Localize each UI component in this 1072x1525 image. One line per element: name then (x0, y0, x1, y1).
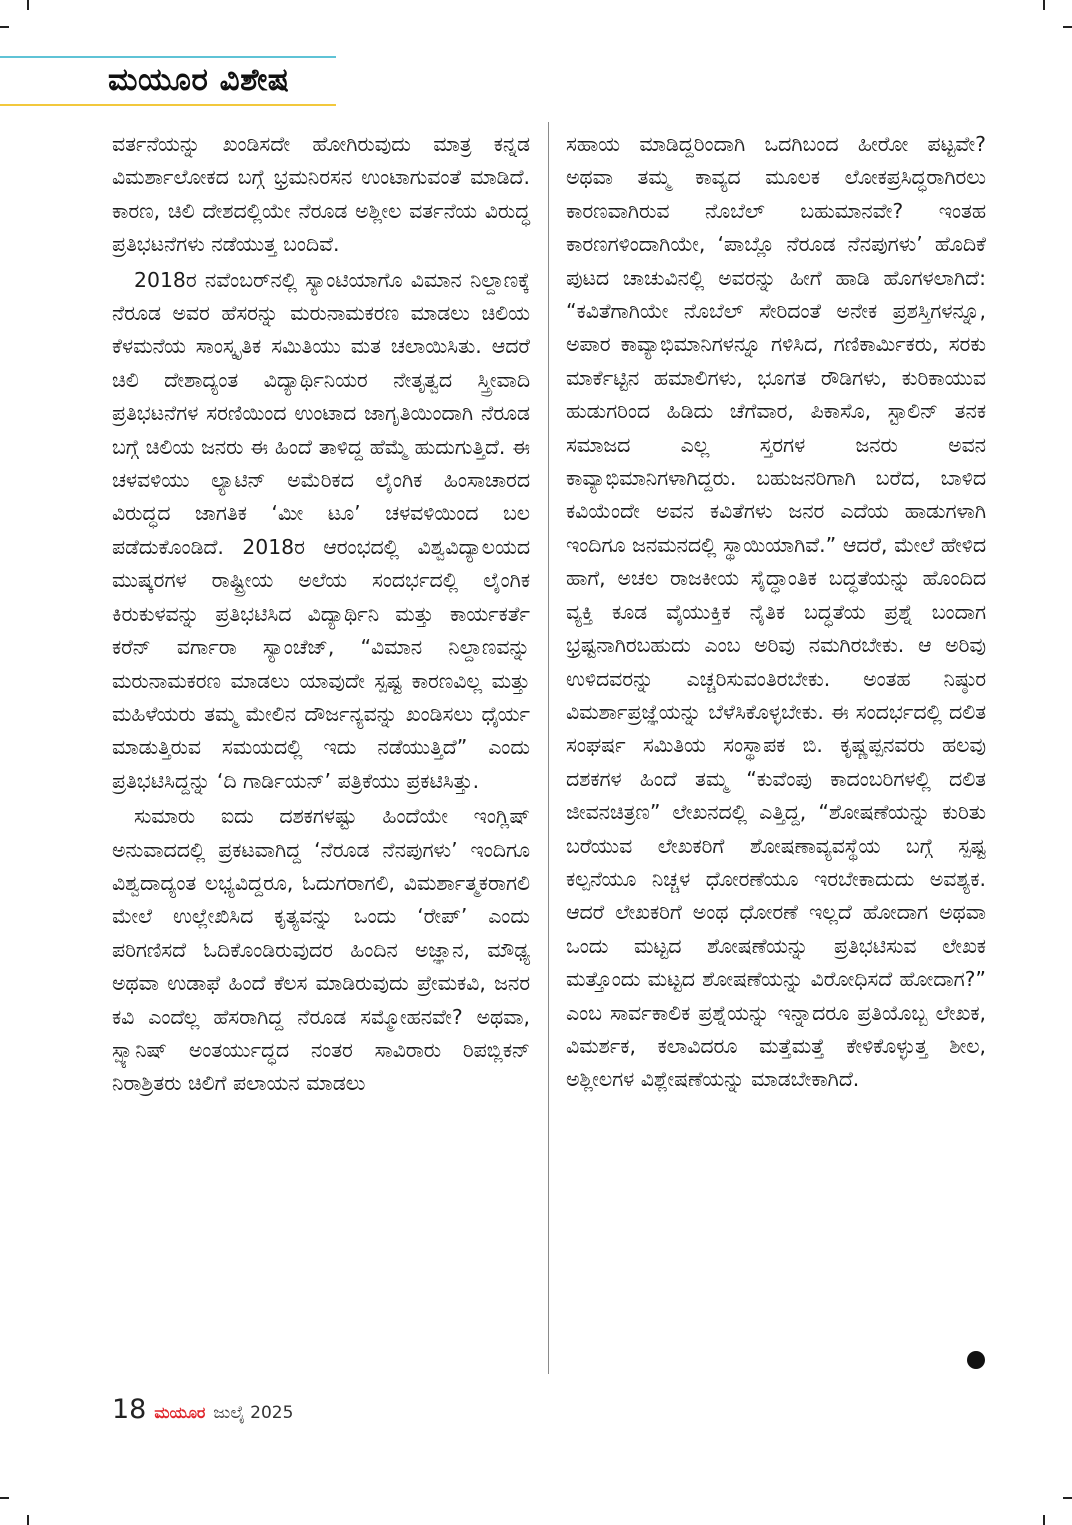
crop-mark (1063, 26, 1072, 28)
paragraph: 2018ರ ನವೆಂಬರ್‌ನಲ್ಲಿ ಸ್ಯಾಂಟಿಯಾಗೊ ವಿಮಾನ ನಿಲ್ದಾಣಕ್ಕೆ ನೆರೂಡ ಅವರ ಹೆಸರನ್ನು ಮರುನಾಮಕರಣ ಮಾಡಲು ಚಿಲಿಯ ಕೆಳಮನೆಯ ಸಾಂಸ್ಕೃತಿಕ ಸಮಿತಿಯು ಮತ ಚಲಾಯಿಸಿತು. ಆದರೆ ಚಿಲಿ ದೇಶಾದ್ಯಂತ ವಿದ್ಯಾರ್ಥಿನಿಯರ ನೇತೃತ್ವದ ಸ್ತ್ರೀವಾದಿ ಪ್ರತಿಭಟನೆಗಳ ಸರಣಿಯಿಂದ ಉಂಟಾದ ಜಾಗೃತಿಯಿಂದಾಗಿ ನೆರೂಡ ಬಗ್ಗೆ ಚಿಲಿಯ ಜನರು ಈ ಹಿಂದೆ ತಾಳಿದ್ದ ಹೆಮ್ಮೆ ಹುದುಗುತ್ತಿದೆ. ಈ ಚಳವಳಿಯು ಲ್ಯಾಟಿನ್ ಅಮೆರಿಕದ ಲೈಂಗಿಕ ಹಿಂಸಾಚಾರದ ವಿರುದ್ಧದ ಜಾಗತಿಕ ‘ಮೀ ಟೂ’ ಚಳವಳಿಯಿಂದ ಬಲ ಪಡೆದುಕೊಂಡಿದೆ. 2018ರ ಆರಂಭದಲ್ಲಿ ವಿಶ್ವವಿದ್ಯಾಲಯದ ಮುಷ್ಕರಗಳ ರಾಷ್ಟ್ರೀಯ ಅಲೆಯ ಸಂದರ್ಭದಲ್ಲಿ ಲೈಂಗಿಕ ಕಿರುಕುಳವನ್ನು ಪ್ರತಿಭಟಿಸಿದ ವಿದ್ಯಾರ್ಥಿನಿ ಮತ್ತು ಕಾರ್ಯಕರ್ತೆ ಕರೆನ್ ವರ್ಗಾರಾ ಸ್ಯಾಂಚೆಜ್, “ವಿಮಾನ ನಿಲ್ದಾಣವನ್ನು ಮರುನಾಮಕರಣ ಮಾಡಲು ಯಾವುದೇ ಸ್ಪಷ್ಟ ಕಾರಣವಿಲ್ಲ ಮತ್ತು ಮಹಿಳೆಯರು ತಮ್ಮ ಮೇಲಿನ ದೌರ್ಜನ್ಯವನ್ನು ಖಂಡಿಸಲು ಧೈರ್ಯ ಮಾಡುತ್ತಿರುವ ಸಮಯದಲ್ಲಿ ಇದು ನಡೆಯುತ್ತಿದೆ” ಎಂದು ಪ್ರತಿಭಟಿಸಿದ್ದನ್ನು ‘ದಿ ಗಾರ್ಡಿಯನ್’ ಪತ್ರಿಕೆಯು ಪ್ರಕಟಿಸಿತ್ತು. (112, 267, 530, 793)
crop-mark (1043, 1515, 1045, 1525)
section-header (0, 56, 336, 108)
page-number: 18 (112, 1394, 147, 1425)
paragraph: ವರ್ತನೆಯನ್ನು ಖಂಡಿಸದೇ ಹೋಗಿರುವುದು ಮಾತ್ರ ಕನ್ನಡ ವಿಮರ್ಶಾಲೋಕದ ಬಗ್ಗೆ ಭ್ರಮನಿರಸನ ಉಂಟಾಗುವಂತೆ ಮಾಡಿದೆ. ಕಾರಣ, ಚಿಲಿ ದೇಶದಲ್ಲಿಯೇ ನೆರೂಡ ಅಶ್ಲೀಲ ವರ್ತನೆಯ ವಿರುದ್ಧ ಪ್ರತಿಭಟನೆಗಳು ನಡೆಯುತ್ತ ಬಂದಿವೆ. (112, 132, 530, 257)
crop-mark (1043, 0, 1045, 10)
crop-mark (27, 1515, 29, 1525)
paragraph: ಸಹಾಯ ಮಾಡಿದ್ದರಿಂದಾಗಿ ಒದಗಿಬಂದ ಹೀರೋ ಪಟ್ಟವೇ? ಅಥವಾ ತಮ್ಮ ಕಾವ್ಯದ ಮೂಲಕ ಲೋಕಪ್ರಸಿದ್ಧರಾಗಿರಲು ಕಾರಣವಾಗಿರುವ ನೊಬೆಲ್ ಬಹುಮಾನವೇ? ಇಂತಹ ಕಾರಣಗಳಿಂದಾಗಿಯೇ, ‘ಪಾಬ್ಲೊ ನೆರೂಡ ನೆನಪುಗಳು’ ಹೊದಿಕೆ ಪುಟದ ಚಾಚುವಿನಲ್ಲಿ ಅವರನ್ನು ಹೀಗೆ ಹಾಡಿ ಹೊಗಳಲಾಗಿದೆ: “ಕವಿತೆಗಾಗಿಯೇ ನೊಬೆಲ್ ಸೇರಿದಂತೆ ಅನೇಕ ಪ್ರಶಸ್ತಿಗಳನ್ನೂ, ಅಪಾರ ಕಾವ್ಯಾಭಿಮಾನಿಗಳನ್ನೂ ಗಳಿಸಿದ, ಗಣಿಕಾರ್ಮಿಕರು, ಸರಕು ಮಾರ್ಕೆಟ್ಟಿನ ಹಮಾಲಿಗಳು, ಭೂಗತ ರೌಡಿಗಳು, ಕುರಿಕಾಯುವ ಹುಡುಗರಿಂದ ಹಿಡಿದು ಚೆಗೆವಾರ, ಪಿಕಾಸೊ, ಸ್ಟಾಲಿನ್ ತನಕ ಸಮಾಜದ ಎಲ್ಲ ಸ್ತರಗಳ ಜನರು ಅವನ ಕಾವ್ಯಾಭಿಮಾನಿಗಳಾಗಿದ್ದರು. ಬಹುಜನರಿಗಾಗಿ ಬರೆದ, ಬಾಳಿದ ಕವಿಯೆಂದೇ ಅವನ ಕವಿತೆಗಳು ಜನರ ಎದೆಯ ಹಾಡುಗಳಾಗಿ ಇಂದಿಗೂ ಜನಮನದಲ್ಲಿ ಸ್ಥಾಯಿಯಾಗಿವೆ.” ಆದರೆ, ಮೇಲೆ ಹೇಳಿದ ಹಾಗೆ, ಅಚಲ ರಾಜಕೀಯ ಸೈದ್ಧಾಂತಿಕ ಬದ್ಧತೆಯನ್ನು ಹೊಂದಿದ ವ್ಯಕ್ತಿ ಕೂಡ ವೈಯುಕ್ತಿಕ ನೈತಿಕ ಬದ್ಧತೆಯ ಪ್ರಶ್ನೆ ಬಂದಾಗ ಭ್ರಷ್ಟನಾಗಿರಬಹುದು ಎಂಬ ಅರಿವು ನಮಗಿರಬೇಕು. ಆ ಅರಿವು ಉಳಿದವರನ್ನು ಎಚ್ಚರಿಸುವಂತಿರಬೇಕು. ಅಂತಹ ನಿಷ್ಠುರ ವಿಮರ್ಶಾಪ್ರಜ್ಞೆಯನ್ನು ಬೆಳೆಸಿಕೊಳ್ಳಬೇಕು. ಈ ಸಂದರ್ಭದಲ್ಲಿ ದಲಿತ ಸಂಘರ್ಷ ಸಮಿತಿಯ ಸಂಸ್ಥಾಪಕ ಬಿ. ಕೃಷ್ಣಪ್ಪನವರು ಹಲವು ದಶಕಗಳ ಹಿಂದೆ ತಮ್ಮ “ಕುವೆಂಪು ಕಾದಂಬರಿಗಳಲ್ಲಿ ದಲಿತ ಜೀವನಚಿತ್ರಣ” ಲೇಖನದಲ್ಲಿ ಎತ್ತಿದ್ದ, “ಶೋಷಣೆಯನ್ನು ಕುರಿತು ಬರೆಯುವ ಲೇಖಕರಿಗೆ ಶೋಷಣಾವ್ಯವಸ್ಥೆಯ ಬಗ್ಗೆ ಸ್ಪಷ್ಟ ಕಲ್ಪನೆಯೂ ನಿಚ್ಚಳ ಧೋರಣೆಯೂ ಇರಬೇಕಾದುದು ಅವಶ್ಯಕ. ಆದರೆ ಲೇಖಕರಿಗೆ ಅಂಥ ಧೋರಣೆ ಇಲ್ಲದೆ ಹೋದಾಗ ಅಥವಾ ಒಂದು ಮಟ್ಟದ ಶೋಷಣೆಯನ್ನು ಪ್ರತಿಭಟಿಸುವ ಲೇಖಕ ಮತ್ತೊಂದು ಮಟ್ಟದ ಶೋಷಣೆಯನ್ನು ವಿರೋಧಿಸದೆ ಹೋದಾಗ?” ಎಂಬ ಸಾರ್ವಕಾಲಿಕ ಪ್ರಶ್ನೆಯನ್ನು ಇನ್ನಾದರೂ ಪ್ರತಿಯೊಬ್ಬ ಲೇಖಕ, ವಿಮರ್ಶಕ, ಕಲಾವಿದರೂ ಮತ್ತೆಮತ್ತೆ ಕೇಳಿಕೊಳ್ಳುತ್ತ ಶೀಲ, ಅಶ್ಲೀಲಗಳ ವಿಶ್ಲೇಷಣೆಯನ್ನು ಮಾಡಬೇಕಾಗಿದೆ. (566, 132, 986, 1092)
article-column-left (112, 128, 530, 1103)
magazine-logo: ಮಯೂರ (154, 1403, 206, 1422)
crop-mark (27, 0, 29, 10)
article-column-right (566, 128, 986, 1099)
section-title: ಮಯೂರ ವಿಶೇಷ (108, 62, 290, 98)
column-divider (548, 122, 549, 1374)
header-rule-bottom (0, 104, 336, 106)
page-footer (112, 1394, 293, 1426)
paragraph: ಸುಮಾರು ಐದು ದಶಕಗಳಷ್ಟು ಹಿಂದೆಯೇ ಇಂಗ್ಲಿಷ್ ಅನುವಾದದಲ್ಲಿ ಪ್ರಕಟವಾಗಿದ್ದ ‘ನೆರೂಡ ನೆನಪುಗಳು’ ಇಂದಿಗೂ ವಿಶ್ವದಾದ್ಯಂತ ಲಭ್ಯವಿದ್ದರೂ, ಓದುಗರಾಗಲಿ, ವಿಮರ್ಶಾತ್ಮಕರಾಗಲಿ ಮೇಲೆ ಉಲ್ಲೇಖಿಸಿದ ಕೃತ್ಯವನ್ನು ಒಂದು ‘ರೇಪ್’ ಎಂದು ಪರಿಗಣಿಸದೆ ಓದಿಕೊಂಡಿರುವುದರ ಹಿಂದಿನ ಅಜ್ಞಾನ, ಮೌಢ್ಯ ಅಥವಾ ಉಡಾಫೆ ಹಿಂದೆ ಕೆಲಸ ಮಾಡಿರುವುದು ಪ್ರೇಮಕವಿ, ಜನರ ಕವಿ ಎಂದೆಲ್ಲ ಹೆಸರಾಗಿದ್ದ ನೆರೂಡ ಸಮ್ಮೋಹನವೇ? ಅಥವಾ, ಸ್ಪ್ಯಾನಿಷ್ ಅಂತರ್ಯುದ್ಧದ ನಂತರ ಸಾವಿರಾರು ರಿಪಬ್ಲಿಕನ್ ನಿರಾಶ್ರಿತರು ಚಿಲಿಗೆ ಪಲಾಯನ ಮಾಡಲು (112, 804, 530, 1096)
crop-mark (0, 26, 9, 28)
header-rule-top (0, 56, 336, 58)
end-of-article-bullet-icon (967, 1351, 985, 1369)
issue-date: ಜುಲೈ 2025 (213, 1403, 294, 1423)
crop-mark (0, 1497, 9, 1499)
crop-mark (1063, 1497, 1072, 1499)
